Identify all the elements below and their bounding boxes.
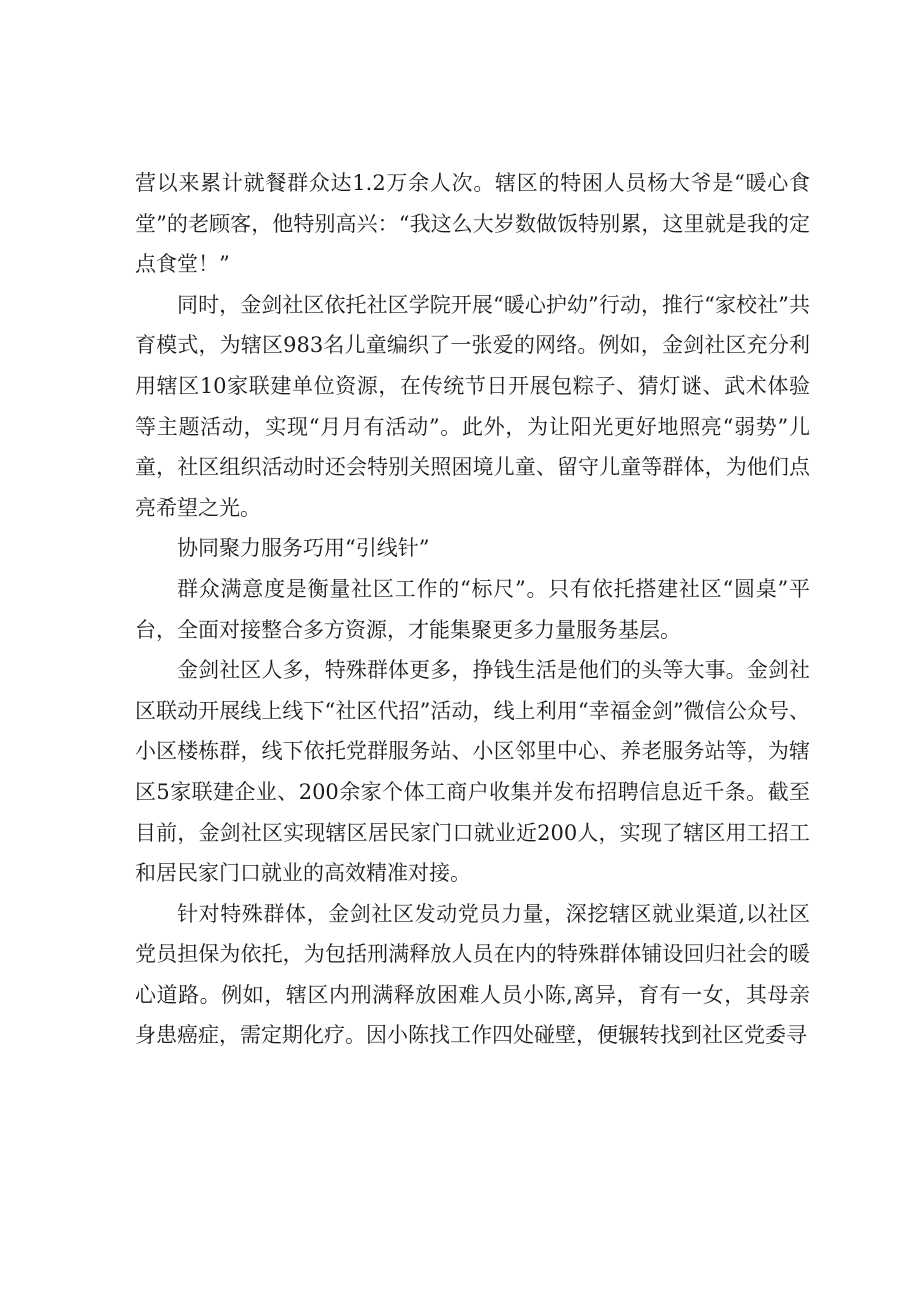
paragraph-children-care: 同时，金剑社区依托社区学院开展“暖心护幼”行动，推行“家校社”共育模式，为辖区983名儿童编织了一张爱的网络。例如，金剑社区充分利用辖区10家联建单位资源，在传统节日开展包粽子、猜灯谜、武术体验等主题活动，实现“月月有活动”。此外，为让阳光更好地照亮“弱势”儿童，社区组织活动时还会特别关照困境儿童、留守儿童等群体，为他们点亮希望之光。 bbox=[135, 292, 810, 520]
document-body bbox=[135, 163, 810, 1056]
paragraph-special-groups: 针对特殊群体，金剑社区发动党员力量，深挖辖区就业渠道,以社区党员担保为依托，为包括刑满释放人员在内的特殊群体铺设回归社会的暖心道路。例如，辖区内刑满释放困难人员小陈,离异，育有一女，其母亲身患癌症，需定期化疗。因小陈找工作四处碰壁，便辗转找到社区党委寻 bbox=[135, 901, 810, 1048]
paragraph-employment: 金剑社区人多，特殊群体更多，挣钱生活是他们的头等大事。金剑社区联动开展线上线下“社区代招”活动，线上利用“幸福金剑”微信公众号、小区楼栋群，线下依托党群服务站、小区邻里中心、养老服务站等，为辖区5家联建企业、200余家个体工商户收集并发布招聘信息近千条。截至目前，金剑社区实现辖区居民家门口就业近200人，实现了辖区用工招工和居民家门口就业的高效精准对接。 bbox=[135, 658, 810, 886]
section-heading: 协同聚力服务巧用“引线针” bbox=[177, 536, 430, 561]
paragraph-continuation: 营以来累计就餐群众达1.2万余人次。辖区的特困人员杨大爷是“暖心食堂”的老顾客，他特别高兴：“我这么大岁数做饭特别累，这里就是我的定点食堂！” bbox=[135, 171, 810, 277]
paragraph-satisfaction: 群众满意度是衡量社区工作的“标尺”。只有依托搭建社区“圆桌”平台，全面对接整合多方资源，才能集聚更多力量服务基层。 bbox=[135, 576, 810, 642]
